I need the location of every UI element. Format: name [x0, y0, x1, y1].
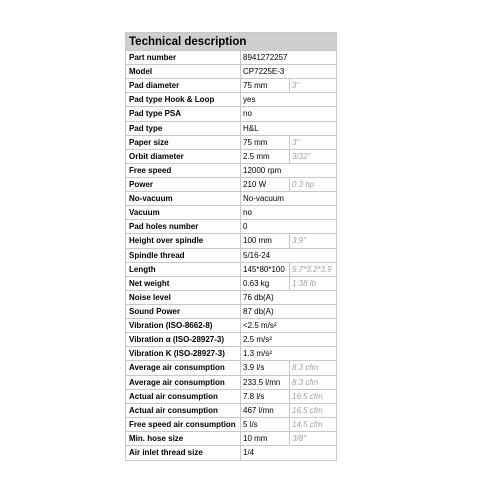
table-row: [126, 220, 336, 234]
table-row: [126, 192, 336, 206]
spec-label: Part number: [126, 51, 241, 64]
spec-value: 2.5 mm: [241, 150, 290, 163]
spec-value: 467 l/mn: [241, 404, 290, 417]
spec-imperial-value: 3.9": [292, 236, 306, 246]
spec-value: 87 db(A): [243, 306, 274, 316]
spec-value: 145*80*100: [241, 263, 290, 276]
spec-label: Pad diameter: [126, 79, 241, 92]
spec-label: Height over spindle: [126, 234, 241, 247]
spec-value: 0.63 kg: [241, 277, 290, 290]
spec-value: 0: [243, 222, 248, 232]
spec-value: 100 mm: [241, 234, 290, 247]
spec-label: Average air consumption: [126, 361, 241, 374]
spec-value: no: [243, 208, 252, 218]
table-row: [126, 79, 336, 93]
spec-value: 8941272257: [243, 53, 288, 62]
spec-imperial-value: 16.5 cfm: [292, 391, 323, 401]
spec-label: Spindle thread: [126, 249, 241, 262]
spec-imperial-value: 3/8": [292, 433, 306, 443]
spec-value: <2.5 m/s²: [243, 321, 277, 331]
table-row: [126, 333, 336, 347]
spec-value: 76 db(A): [243, 292, 274, 302]
spec-imperial-value: 14.5 cfm: [292, 419, 323, 429]
spec-label: Sound Power: [126, 305, 241, 318]
table-row: [126, 376, 336, 390]
spec-imperial-value: 3": [292, 81, 300, 91]
spec-label: Actual air consumption: [126, 390, 241, 403]
table-body: [126, 51, 336, 460]
table-row: [126, 206, 336, 220]
spec-imperial-value: 8.3 cfm: [292, 363, 319, 373]
spec-label: Net weight: [126, 277, 241, 290]
spec-imperial-value: 3/32": [292, 151, 311, 161]
table-row: [126, 291, 336, 305]
spec-value: No-vacuum: [243, 194, 284, 204]
spec-value: CP7225E-3: [243, 67, 285, 77]
spec-imperial-value: 0.3 hp: [292, 179, 315, 189]
spec-label: Vibration K (ISO-28927-3): [126, 347, 241, 360]
spec-value: 5/16-24: [243, 250, 271, 260]
spec-value: H&L: [243, 123, 259, 133]
table-row: [126, 319, 336, 333]
spec-imperial-value: 8.3 cfm: [292, 377, 319, 387]
spec-value: 75 mm: [241, 136, 290, 149]
spec-value: 75 mm: [241, 79, 290, 92]
spec-label: Pad holes number: [126, 220, 241, 233]
spec-value: 10 mm: [241, 432, 290, 445]
spec-imperial-value: 3": [292, 137, 300, 147]
spec-value: 3.9 l/s: [241, 361, 290, 374]
spec-label: Pad type PSA: [126, 107, 241, 120]
spec-label: Orbit diameter: [126, 150, 241, 163]
spec-value: 12000 rpm: [243, 165, 282, 175]
spec-label: Free speed: [126, 164, 241, 177]
table-row: [126, 263, 336, 277]
table-row: [126, 390, 336, 404]
spec-label: Length: [126, 263, 241, 276]
table-row: [126, 432, 336, 446]
spec-label: Min. hose size: [126, 432, 241, 445]
spec-label: No-vacuum: [126, 192, 241, 205]
spec-label: Vibration α (ISO-28927-3): [126, 333, 241, 346]
table-row: [126, 361, 336, 375]
spec-imperial-value: 5.7*3.2*3.9: [292, 264, 332, 274]
spec-label: Free speed air consumption: [126, 418, 241, 431]
table-row: [126, 136, 336, 150]
spec-label: Model: [126, 65, 241, 78]
table-row: [126, 277, 336, 291]
table-row: [126, 347, 336, 361]
table-row: [126, 122, 336, 136]
spec-imperial-value: 16.5 cfm: [292, 405, 323, 415]
table-row: [126, 305, 336, 319]
table-row: [126, 107, 336, 121]
spec-label: Pad type Hook & Loop: [126, 93, 241, 106]
table-row: [126, 93, 336, 107]
spec-label: Vibration (ISO-8662-8): [126, 319, 241, 332]
table-row: [126, 178, 336, 192]
spec-value: 5 l/s: [241, 418, 290, 431]
table-row: [126, 65, 336, 79]
spec-label: Paper size: [126, 136, 241, 149]
spec-value: 210 W: [241, 178, 290, 191]
spec-label: Pad type: [126, 122, 241, 135]
spec-label: Noise level: [126, 291, 241, 304]
spec-value: no: [243, 109, 252, 119]
spec-value: yes: [243, 95, 256, 105]
spec-label: Actual air consumption: [126, 404, 241, 417]
technical-description-table: [125, 32, 337, 461]
table-row: [126, 418, 336, 432]
spec-label: Air inlet thread size: [126, 446, 241, 460]
table-row: [126, 404, 336, 418]
spec-imperial-value: 1.38 lb: [292, 278, 317, 288]
spec-value: 7.8 l/s: [241, 390, 290, 403]
table-row: [126, 164, 336, 178]
table-row: [126, 249, 336, 263]
spec-value: 1/4: [243, 448, 255, 458]
spec-label: Average air consumption: [126, 376, 241, 389]
table-row: [126, 446, 336, 460]
spec-value: 1.3 m/s²: [243, 349, 272, 359]
table-row: [126, 150, 336, 164]
spec-label: Vacuum: [126, 206, 241, 219]
table-row: [126, 234, 336, 248]
spec-label: Power: [126, 178, 241, 191]
table-row: [126, 51, 336, 65]
spec-value: 2.5 m/s²: [243, 335, 272, 345]
table-title: Technical description: [126, 33, 336, 51]
spec-value: 233.5 l/mn: [241, 376, 290, 389]
